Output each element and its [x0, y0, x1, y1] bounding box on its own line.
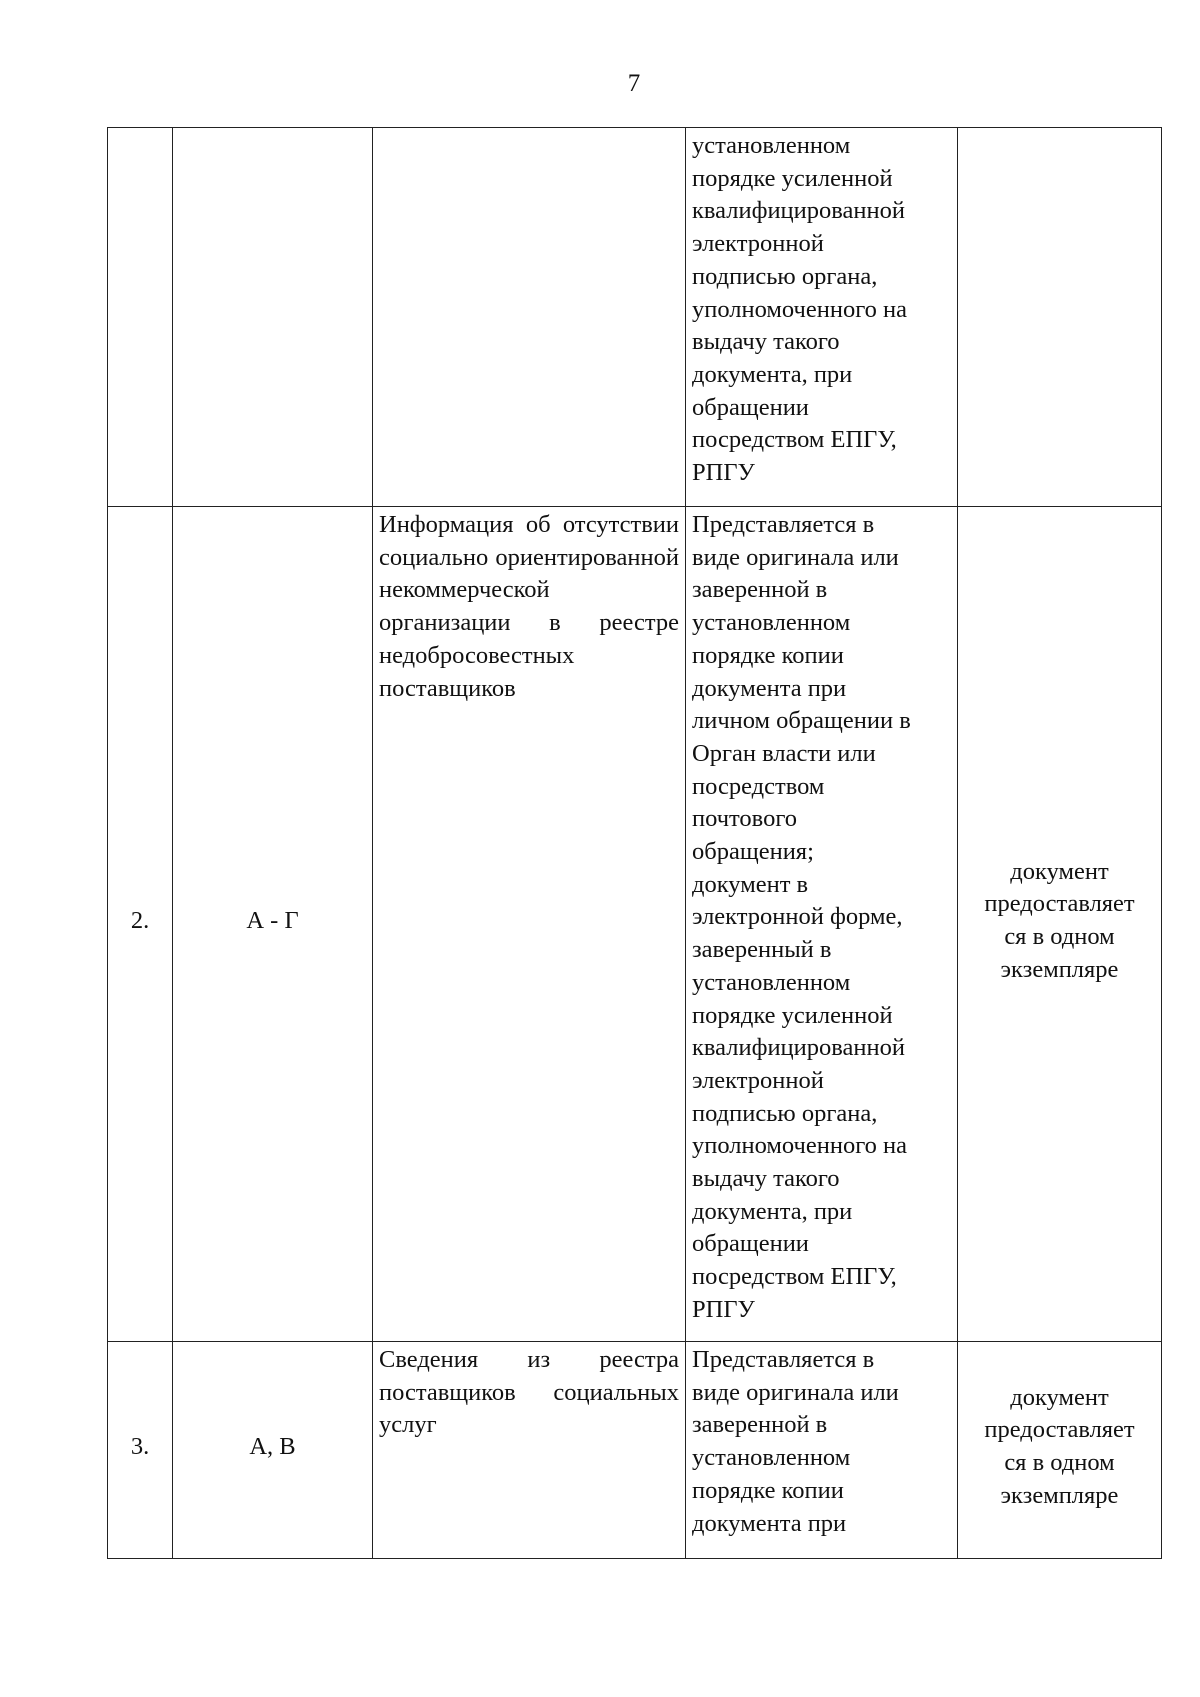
row-number-cell: 2.	[108, 507, 173, 1342]
applicant-category-cell: А, В	[173, 1342, 373, 1559]
copies-note-cell: документ предоставляет ся в одном экземпляре	[958, 507, 1162, 1342]
document-name-cell	[373, 128, 686, 507]
applicant-category-cell: А - Г	[173, 507, 373, 1342]
table-row	[108, 507, 1162, 1342]
document-name-cell: Информация об отсутствии социально ориентированной некоммерческой организации в реестре недобросовестных поставщиков	[373, 507, 686, 1342]
submission-method-cell: Представляется в виде оригинала или заверенной в установленном порядке копии документа при	[686, 1342, 958, 1559]
table-row	[108, 1342, 1162, 1559]
row-number-cell: 3.	[108, 1342, 173, 1559]
submission-method-cell: установленном порядке усиленной квалифицированной электронной подписью органа, уполномоченного на выдачу такого документа, при обращении посредством ЕПГУ, РПГУ	[686, 128, 958, 507]
documents-table	[107, 127, 1162, 1559]
table-row	[108, 128, 1162, 507]
row-number-cell	[108, 128, 173, 507]
page-number: 7	[627, 70, 641, 97]
document-name-cell: Сведения из реестра поставщиков социальных услуг	[373, 1342, 686, 1559]
applicant-category-cell	[173, 128, 373, 507]
copies-note-cell	[958, 128, 1162, 507]
copies-note-cell: документ предоставляет ся в одном экземпляре	[958, 1342, 1162, 1559]
submission-method-cell: Представляется в виде оригинала или заверенной в установленном порядке копии документа при личном обращении в Орган власти или посредством почтового обращения; документ в электронной форме, заверенный в установленном порядке усиленной квалифицированной электронной подписью органа, уполномоченного на выдачу такого документа, при обращении посредством ЕПГУ, РПГУ	[686, 507, 958, 1342]
